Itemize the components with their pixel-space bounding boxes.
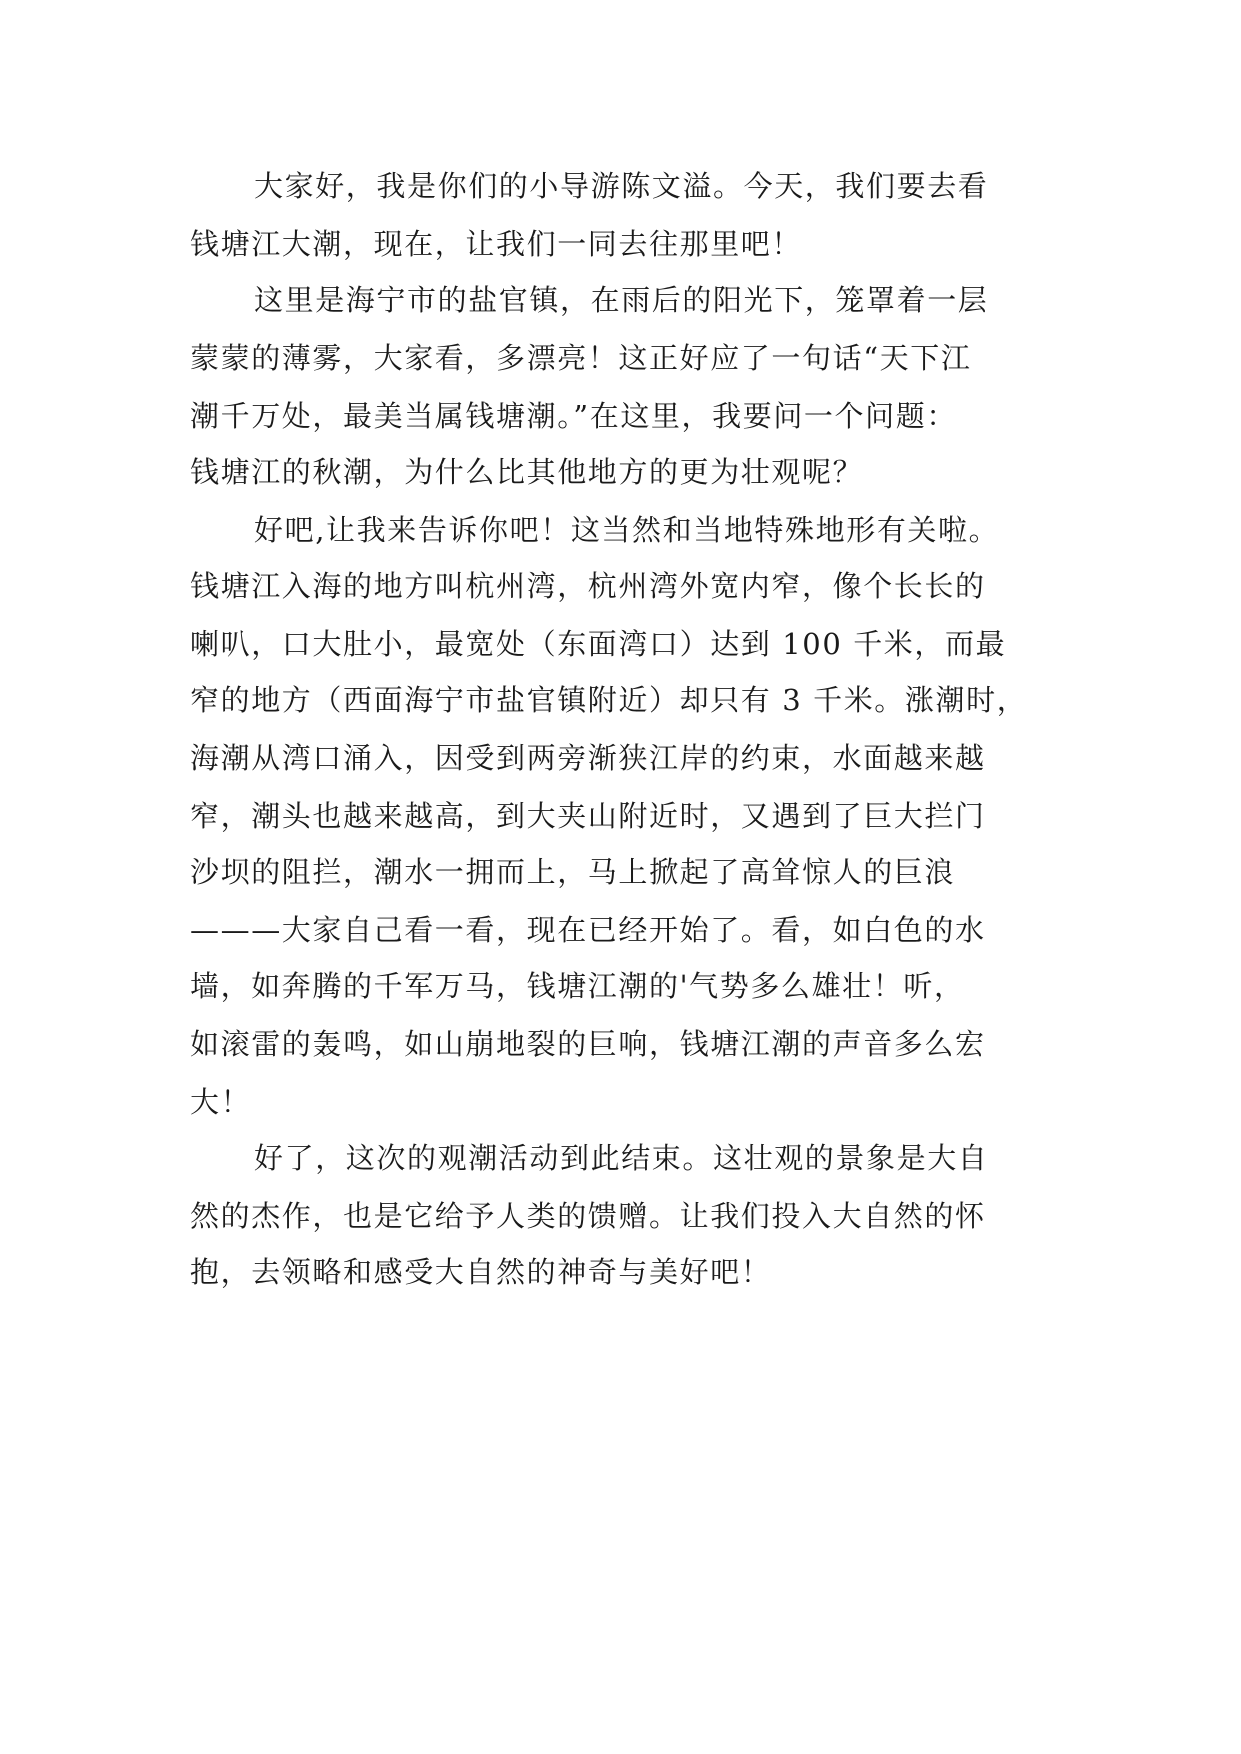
paragraph-3-line-10: 如滚雷的轰鸣，如山崩地裂的巨响，钱塘江潮的声音多么宏 (190, 1027, 986, 1061)
paragraph-3-line-9: 墙，如奔腾的千军万马，钱塘江潮的'气势多么雄壮！听， (190, 969, 965, 1003)
paragraph-3-line-11: 大！ (190, 1085, 252, 1119)
paragraph-4-line-3: 抱，去领略和感受大自然的神奇与美好吧！ (190, 1255, 772, 1289)
paragraph-3-line-7: 沙坝的阻拦，潮水一拥而上，马上掀起了高耸惊人的巨浪 (190, 855, 956, 889)
paragraph-3-line-3: 喇叭，口大肚小，最宽处（东面湾口）达到 100 千米，而最 (190, 627, 1007, 661)
paragraph-3-line-2: 钱塘江入海的地方叫杭州湾，杭州湾外宽内窄，像个长长的 (190, 569, 986, 603)
paragraph-3-line-8: ———大家自己看一看，现在已经开始了。看，如白色的水 (190, 913, 986, 947)
paragraph-4-line-2: 然的杰作，也是它给予人类的馈赠。让我们投入大自然的怀 (190, 1199, 986, 1233)
paragraph-2-line-2: 蒙蒙的薄雾，大家看，多漂亮！这正好应了一句话“天下江 (190, 341, 972, 375)
paragraph-2-line-3: 潮千万处，最美当属钱塘潮。”在这里，我要问一个问题： (190, 399, 957, 433)
paragraph-3-line-4: 窄的地方（西面海宁市盐官镇附近）却只有 3 千米。涨潮时， (190, 683, 1028, 717)
paragraph-3-line-6: 窄，潮头也越来越高，到大夹山附近时，又遇到了巨大拦门 (190, 799, 986, 833)
paragraph-1-line-1: 大家好，我是你们的小导游陈文溢。今天，我们要去看 (254, 169, 989, 203)
paragraph-4-line-1: 好了，这次的观潮活动到此结束。这壮观的景象是大自 (254, 1141, 989, 1175)
paragraph-1-line-2: 钱塘江大潮，现在，让我们一同去往那里吧！ (190, 227, 803, 261)
paragraph-2-line-4: 钱塘江的秋潮，为什么比其他地方的更为壮观呢？ (190, 455, 864, 489)
paragraph-3-line-5: 海潮从湾口涌入，因受到两旁渐狭江岸的约束，水面越来越 (190, 741, 986, 775)
paragraph-3-line-1: 好吧,让我来告诉你吧！这当然和当地特殊地形有关啦。 (254, 513, 1000, 547)
paragraph-2-line-1: 这里是海宁市的盐官镇，在雨后的阳光下，笼罩着一层 (254, 283, 989, 317)
